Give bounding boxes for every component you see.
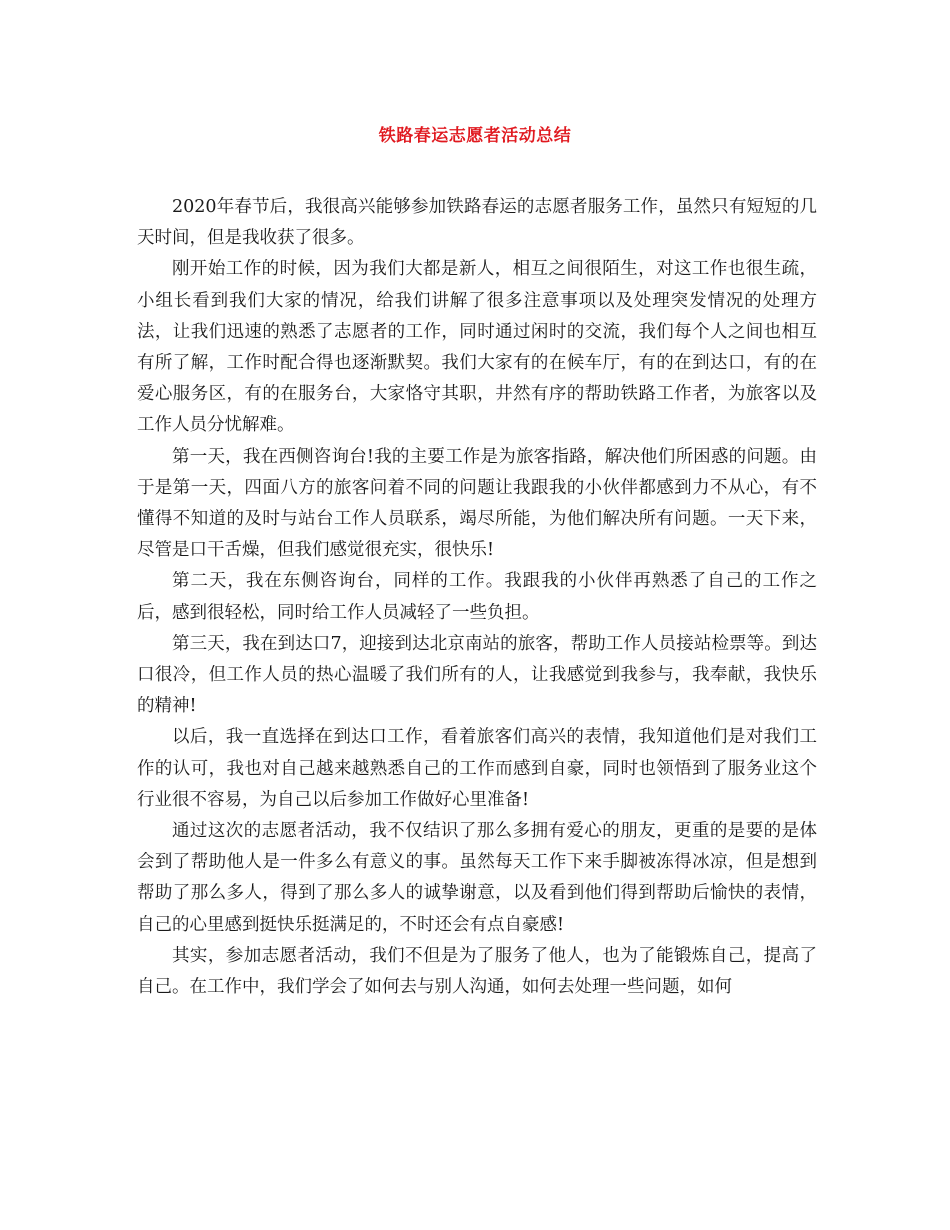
document-body [137,192,817,1003]
paragraph-2: 刚开始工作的时候，因为我们大都是新人，相互之间很陌生，对这工作也很生疏，小组长看到我们大家的情况，给我们讲解了很多注意事项以及处理突发情况的处理方法，让我们迅速的熟悉了志愿者的工作，同时通过闲时的交流，我们每个人之间也相互有所了解，工作时配合得也逐渐默契。我们大家有的在候车厅，有的在到达口，有的在爱心服务区，有的在服务台，大家恪守其职，井然有序的帮助铁路工作者，为旅客以及工作人员分忧解难。 [137,259,817,436]
paragraph-4: 第二天，我在东侧咨询台，同样的工作。我跟我的小伙伴再熟悉了自己的工作之后，感到很轻松，同时给工作人员减轻了一些负担。 [137,571,817,623]
paragraph-8: 其实，参加志愿者活动，我们不但是为了服务了他人，也为了能锻炼自己，提高了自己。在工作中，我们学会了如何去与别人沟通，如何去处理一些问题，如何 [137,945,817,998]
paragraph-7: 通过这次的志愿者活动，我不仅结识了那么多拥有爱心的朋友，更重的是要的是体会到了帮助他人是一件多么有意义的事。虽然每天工作下来手脚被冻得冰凉，但是想到帮助了那么多人，得到了那么多人的诚挚谢意，以及看到他们得到帮助后愉快的表情，自己的心里感到挺快乐挺满足的，不时还会有点自豪感! [137,821,817,935]
paragraph-3: 第一天，我在西侧咨询台!我的主要工作是为旅客指路，解决他们所困惑的问题。由于是第一天，四面八方的旅客问着不同的问题让我跟我的小伙伴都感到力不从心，有不懂得不知道的及时与站台工作人员联系，竭尽所能，为他们解决所有问题。一天下来，尽管是口干舌燥，但我们感觉很充实，很快乐! [137,446,817,561]
paragraph-1: 2020年春节后，我很高兴能够参加铁路春运的志愿者服务工作，虽然只有短短的几天时间，但是我收获了很多。 [137,197,817,249]
paragraph-6: 以后，我一直选择在到达口工作，看着旅客们高兴的表情，我知道他们是对我们工作的认可，我也对自己越来越熟悉自己的工作而感到自豪，同时也领悟到了服务业这个行业很不容易，为自己以后参加工作做好心里准备! [137,727,817,810]
paragraph-5: 第三天，我在到达口7，迎接到达北京南站的旅客，帮助工作人员接站检票等。到达口很冷，但工作人员的热心温暖了我们所有的人，让我感觉到我参与，我奉献，我快乐的精神! [137,633,817,717]
document-title: 铁路春运志愿者活动总结 [378,126,572,146]
